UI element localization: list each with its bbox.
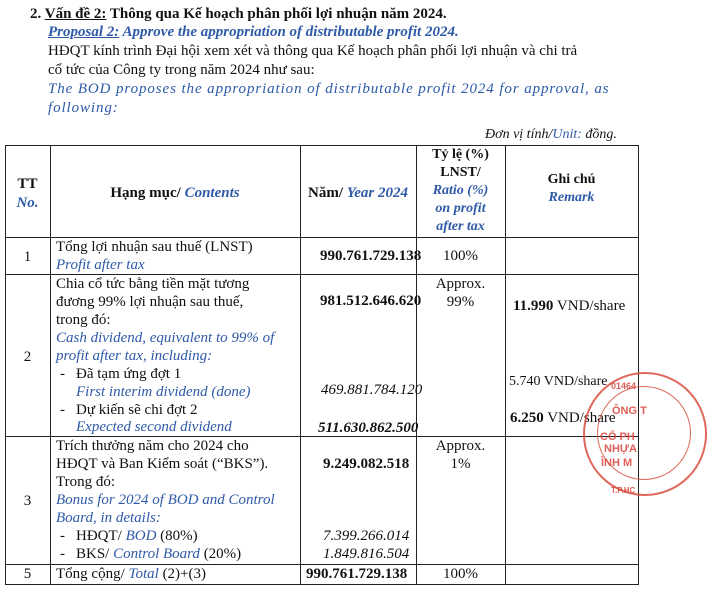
row3-sub2-pct: (20%) [199,546,242,562]
header-no: No. [16,195,39,211]
stamp-line-1: 01464 [611,381,637,391]
header-tt: TT [17,176,38,192]
row2-sub1-value: 469.881.784.120 [321,382,423,398]
row5-no: 5 [23,566,32,582]
row3-sub2-en: Control Board [113,546,200,562]
header-ratio-2: LNST/ [440,165,481,180]
intro-en-line-2: following: [48,100,119,116]
header-year-vi: Năm/ [308,185,347,201]
header-ratio-en-2: on profit [435,201,486,216]
intro-en-line-1: The BOD proposes the appropriation of distributable profit 2024 for approval, as [48,81,610,97]
header-ratio-1: Tỷ lệ (%) [432,147,489,162]
header-year [300,185,416,202]
stamp-line-4: NHỰA [604,443,637,455]
row3-sub1-en: BOD [125,528,157,544]
section-title-vi: Thông qua Kế hoạch phân phối lợi nhuận năm 2024. [106,6,447,22]
row2-en-1: Cash dividend, equivalent to 99% of [56,330,275,346]
row3-sub1-value: 7.399.266.014 [323,528,410,544]
row2-sub2-vi: Dự kiến sẽ chi đợt 2 [76,402,198,418]
intro-vi-line-1: HĐQT kính trình Đại hội xem xét và thông qua Kế hoạch phân phối lợi nhuận và chi trả [48,43,578,59]
row3-vi-2: HĐQT và Ban Kiểm soát (“BKS”). [56,456,269,472]
row1-no: 1 [23,249,32,265]
row5-ratio: 100% [443,566,478,582]
header-year-en: Year 2024 [346,185,408,201]
unit-vi: Đơn vị tính/ [485,127,553,142]
row2-en-2: profit after tax, including: [56,348,213,364]
row2-sub1-en: First interim dividend (done) [76,384,251,400]
row2-vi-3: trong đó: [56,312,111,328]
row2-vi-2: đương 99% lợi nhuận sau thuế, [56,294,244,310]
row3-sub2-bullet: - [60,546,65,562]
section-title-en-label: Proposal 2: [48,24,120,40]
section-heading [30,6,447,23]
row2-sub2-note-unit: VND/share [543,410,616,426]
row5-suffix: (2)+(3) [158,566,207,582]
row2-ratio-1: Approx. [435,276,486,292]
row1-en: Profit after tax [56,257,145,273]
row3-en-2: Board, in details: [56,510,161,526]
row2-sub1-note: 5.740 VND/share [509,374,608,389]
row2-sub2-note-value: 6.250 [510,410,544,426]
header-note: Ghi chú [547,172,596,187]
section-title-en [48,24,459,41]
header-contents-en: Contents [184,185,240,201]
row3-sub2-value: 1.849.816.504 [323,546,410,562]
row2-no: 2 [23,349,32,365]
row2-sub1-bullet: - [60,366,65,382]
row2-sub2-en: Expected second dividend [76,419,232,435]
row2-ratio-2: 99% [446,294,475,310]
row1-value: 990.761.729.138 [320,248,422,264]
row3-sub1-label [76,528,198,545]
row3-vi-3: Trong đó: [56,474,116,490]
row5-en: Total [128,566,159,582]
row3-sub1-pct: (80%) [156,528,198,544]
row5-value: 990.761.729.138 [306,566,408,582]
header-contents [50,185,300,202]
row3-ratio-1: Approx. [435,438,486,454]
row2-note [513,298,625,315]
row2-sub2-value: 511.630.862.500 [318,420,419,436]
intro-vi-line-2: cổ tức của Công ty trong năm 2024 như sau: [48,62,315,78]
header-ratio-en-1: Ratio (%) [432,183,489,198]
row3-en-1: Bonus for 2024 of BOD and Control [56,492,275,508]
header-contents-vi: Hạng mục/ [110,185,185,201]
row1-vi: Tổng lợi nhuận sau thuế (LNST) [56,239,253,255]
row2-value: 981.512.646.620 [320,293,422,309]
section-title-en-text: Approve the appropriation of distributable profit 2024. [119,24,459,40]
row1-ratio: 100% [443,248,478,264]
row3-sub1-bullet: - [60,528,65,544]
row2-sub1-vi: Đã tạm ứng đợt 1 [76,366,182,382]
row2-note-unit: VND/share [553,298,626,314]
row3-no: 3 [23,493,32,509]
unit-value: đồng. [581,127,617,142]
row3-vi-1: Trích thưởng năm cho 2024 cho [56,438,249,454]
row3-ratio-2: 1% [450,456,471,472]
stamp-line-3: CỔ PH [600,431,635,443]
row2-note-value: 11.990 [513,298,554,314]
row3-value: 9.249.082.518 [323,456,410,472]
header-remark: Remark [548,190,595,205]
row5-label [56,566,206,583]
stamp-line-2: ÔNG T [612,405,647,417]
row2-sub2-bullet: - [60,402,65,418]
section-title-vi-label: Vấn đề 2: [44,6,107,22]
stamp-line-5: ÌNH M [601,457,633,469]
header-ratio-en-3: after tax [436,219,485,234]
unit-line [485,127,617,143]
section-number: 2. [30,6,42,22]
row5-vi: Tổng cộng/ [56,566,129,582]
stamp-line-6: T.P.HC [611,486,636,495]
row3-sub2-label [76,546,241,563]
unit-en: Unit: [552,127,582,142]
row3-sub1-vi: HĐQT/ [76,528,126,544]
row3-sub2-vi: BKS/ [76,546,114,562]
row2-vi-1: Chia cổ tức bằng tiền mặt tương [56,276,250,292]
